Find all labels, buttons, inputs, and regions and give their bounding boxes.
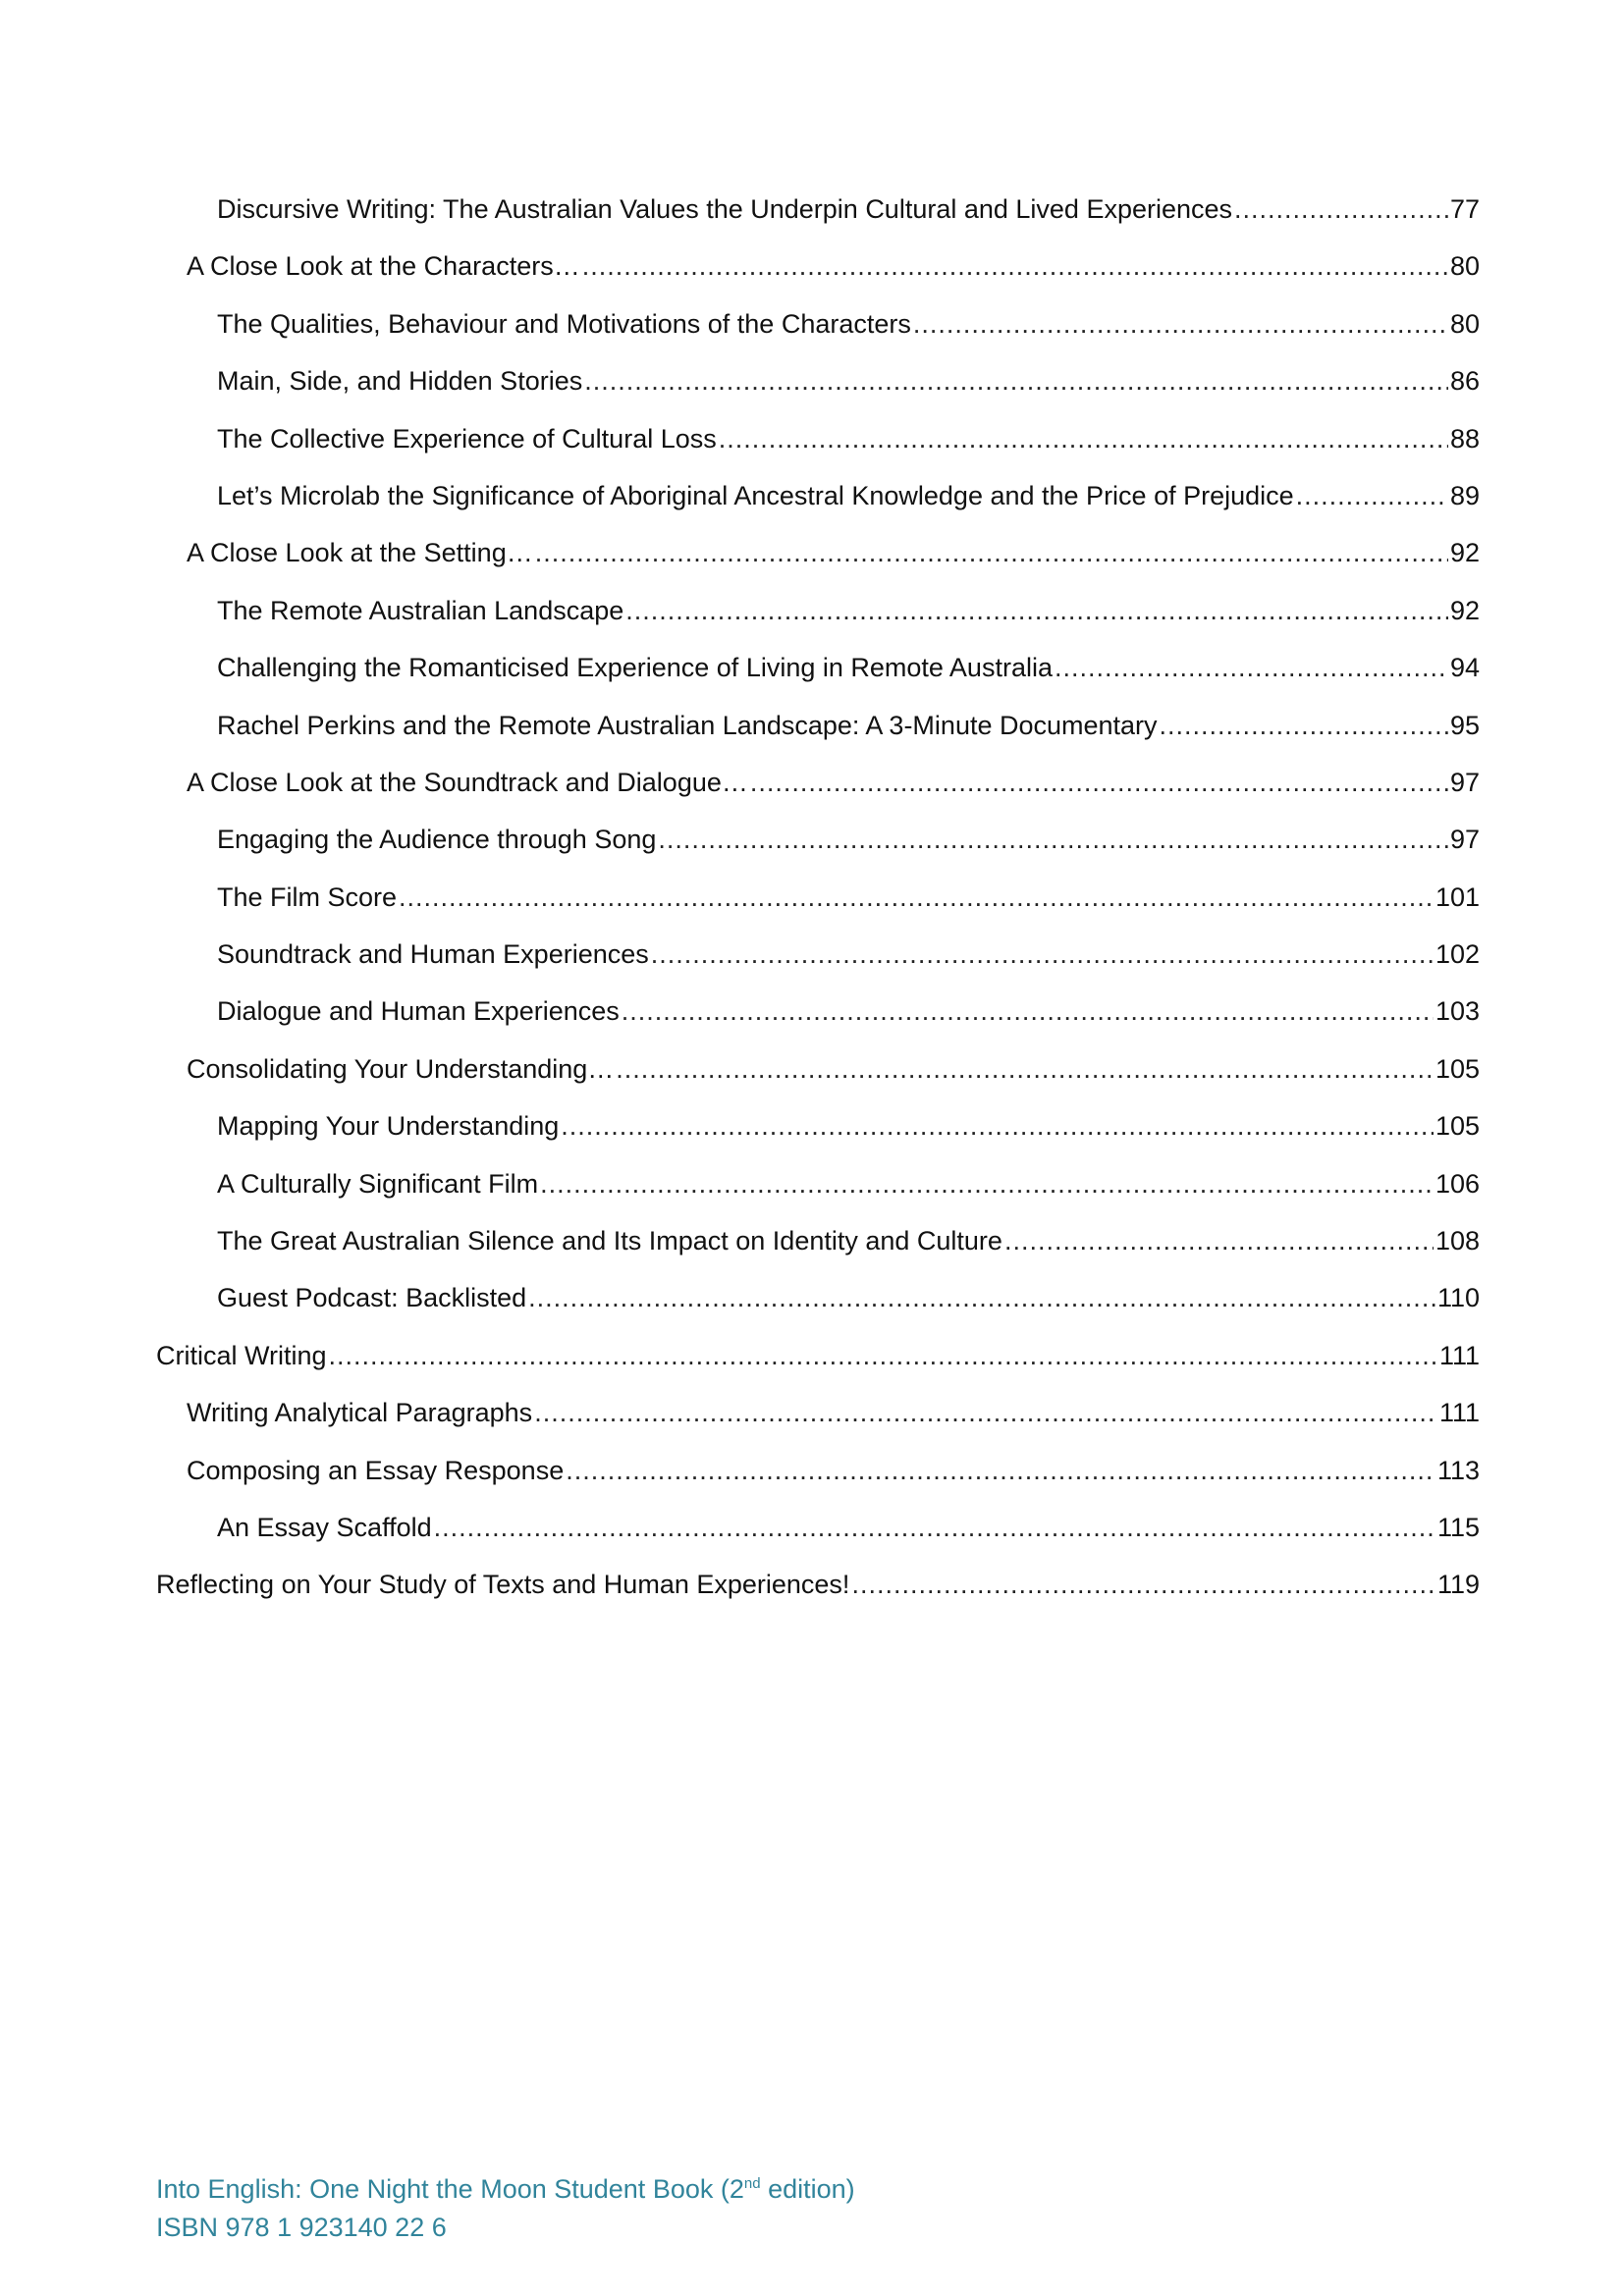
toc-entry[interactable] [156, 538, 1480, 595]
toc-entry[interactable] [156, 1226, 1480, 1283]
toc-entry-page: 92 [1449, 538, 1480, 568]
toc-entry[interactable] [156, 653, 1480, 710]
toc-entry-title: Discursive Writing: The Australian Values the Underpin Cultural and Lived Experiences [217, 194, 1233, 224]
toc-entry[interactable] [156, 768, 1480, 825]
toc-entry-page: 102 [1435, 939, 1480, 970]
toc-entry-page: 105 [1435, 1111, 1480, 1142]
toc-entry-title: Soundtrack and Human Experiences [217, 939, 649, 970]
dot-leader [750, 768, 1448, 798]
dot-leader [434, 1513, 1435, 1543]
dot-leader [582, 251, 1448, 282]
toc-entry[interactable] [156, 1169, 1480, 1226]
dot-leader [584, 366, 1448, 397]
toc-entry-title: A Culturally Significant Film [217, 1168, 539, 1199]
toc-entry-title: The Film Score [217, 881, 398, 912]
dot-leader [1004, 1226, 1434, 1256]
toc-entry-page: 80 [1449, 308, 1480, 339]
toc-entry[interactable] [156, 711, 1480, 768]
dot-leader [651, 939, 1434, 970]
toc-entry-title: Writing Analytical Paragraphs [187, 1398, 533, 1428]
toc-entry-title: An Essay Scaffold [217, 1512, 432, 1542]
dot-leader [1055, 653, 1448, 683]
dot-leader [540, 1169, 1434, 1200]
toc-entry-page: 80 [1449, 251, 1480, 282]
toc-entry-page: 97 [1449, 767, 1480, 797]
dot-leader [851, 1570, 1435, 1600]
dot-leader [719, 424, 1448, 454]
toc-entry-page: 105 [1435, 1053, 1480, 1084]
toc-entry-page: 119 [1436, 1570, 1480, 1600]
dot-leader [625, 596, 1448, 626]
toc-entry-title: Consolidating Your Understanding… [187, 1053, 615, 1084]
toc-entry-title: Composing an Essay Response [187, 1455, 565, 1485]
toc-entry[interactable] [156, 1283, 1480, 1340]
footer [156, 2164, 855, 2247]
footer-isbn: ISBN 978 1 923140 22 6 [156, 2213, 447, 2242]
toc-entry[interactable] [156, 1513, 1480, 1570]
toc-entry-page: 101 [1435, 881, 1480, 912]
toc-entry[interactable] [156, 1570, 1480, 1627]
toc-entry-title: A Close Look at the Setting… [187, 538, 533, 568]
toc-entry-title: Critical Writing [156, 1340, 327, 1370]
toc-entry-title: Reflecting on Your Study of Texts and Human Experiences! [156, 1570, 850, 1600]
toc-entry-page: 106 [1435, 1168, 1480, 1199]
toc-entry-title: Engaging the Audience through Song [217, 825, 657, 855]
toc-entry-title: Guest Podcast: Backlisted [217, 1283, 527, 1313]
toc-entry[interactable] [156, 424, 1480, 481]
dot-leader [566, 1456, 1435, 1486]
toc-entry-title: The Collective Experience of Cultural Loss [217, 423, 717, 454]
toc-entry-title: Dialogue and Human Experiences [217, 996, 620, 1027]
toc-entry-page: 111 [1438, 1398, 1480, 1428]
table-of-contents [156, 194, 1480, 1628]
toc-entry-page: 88 [1449, 423, 1480, 454]
toc-entry-title: The Qualities, Behaviour and Motivations of the Characters [217, 308, 911, 339]
toc-entry-title: The Remote Australian Landscape [217, 595, 624, 625]
dot-leader [1160, 711, 1448, 741]
toc-entry-page: 77 [1449, 194, 1480, 224]
dot-leader [534, 1398, 1437, 1428]
dot-leader [913, 309, 1448, 340]
toc-entry-page: 95 [1449, 710, 1480, 740]
dot-leader [329, 1341, 1437, 1371]
dot-leader [1234, 194, 1448, 225]
toc-entry-title: The Great Australian Silence and Its Impact on Identity and Culture [217, 1226, 1002, 1256]
toc-entry[interactable] [156, 882, 1480, 939]
toc-entry[interactable] [156, 939, 1480, 996]
toc-entry[interactable] [156, 309, 1480, 366]
toc-entry-page: 103 [1435, 996, 1480, 1027]
toc-entry-page: 113 [1436, 1455, 1480, 1485]
dot-leader [528, 1283, 1435, 1313]
toc-entry[interactable] [156, 1341, 1480, 1398]
toc-entry-title: Main, Side, and Hidden Stories [217, 366, 583, 397]
toc-entry-page: 108 [1435, 1226, 1480, 1256]
toc-entry-page: 89 [1449, 480, 1480, 510]
toc-entry-title: A Close Look at the Characters… [187, 251, 580, 282]
toc-entry-page: 111 [1438, 1340, 1480, 1370]
toc-entry[interactable] [156, 194, 1480, 251]
toc-entry[interactable] [156, 1398, 1480, 1455]
toc-entry-page: 97 [1449, 825, 1480, 855]
toc-entry[interactable] [156, 251, 1480, 308]
footer-book-title: Into English: One Night the Moon Student Book (2nd edition) [156, 2174, 855, 2204]
dot-leader [658, 825, 1448, 855]
toc-entry-title: A Close Look at the Soundtrack and Dialogue… [187, 767, 748, 797]
toc-entry[interactable] [156, 825, 1480, 881]
toc-entry[interactable] [156, 1054, 1480, 1111]
dot-leader [399, 882, 1434, 913]
dot-leader [561, 1111, 1434, 1142]
dot-leader [622, 996, 1434, 1027]
toc-entry-page: 115 [1436, 1512, 1480, 1542]
toc-entry[interactable] [156, 996, 1480, 1053]
toc-entry-page: 86 [1449, 366, 1480, 397]
toc-entry-page: 110 [1436, 1283, 1480, 1313]
dot-leader [616, 1054, 1434, 1085]
toc-entry-title: Rachel Perkins and the Remote Australian Landscape: A 3-Minute Documentary [217, 710, 1158, 740]
dot-leader [535, 538, 1448, 568]
toc-entry-title: Let’s Microlab the Significance of Aboriginal Ancestral Knowledge and the Price of Prejudice [217, 480, 1294, 510]
toc-entry-page: 94 [1449, 653, 1480, 683]
toc-entry[interactable] [156, 366, 1480, 423]
toc-entry[interactable] [156, 596, 1480, 653]
toc-entry[interactable] [156, 481, 1480, 538]
toc-entry-title: Mapping Your Understanding [217, 1111, 560, 1142]
toc-entry-title: Challenging the Romanticised Experience of Living in Remote Australia [217, 653, 1053, 683]
toc-entry-page: 92 [1449, 595, 1480, 625]
toc-entry[interactable] [156, 1456, 1480, 1513]
toc-entry[interactable] [156, 1111, 1480, 1168]
dot-leader [1296, 481, 1448, 511]
